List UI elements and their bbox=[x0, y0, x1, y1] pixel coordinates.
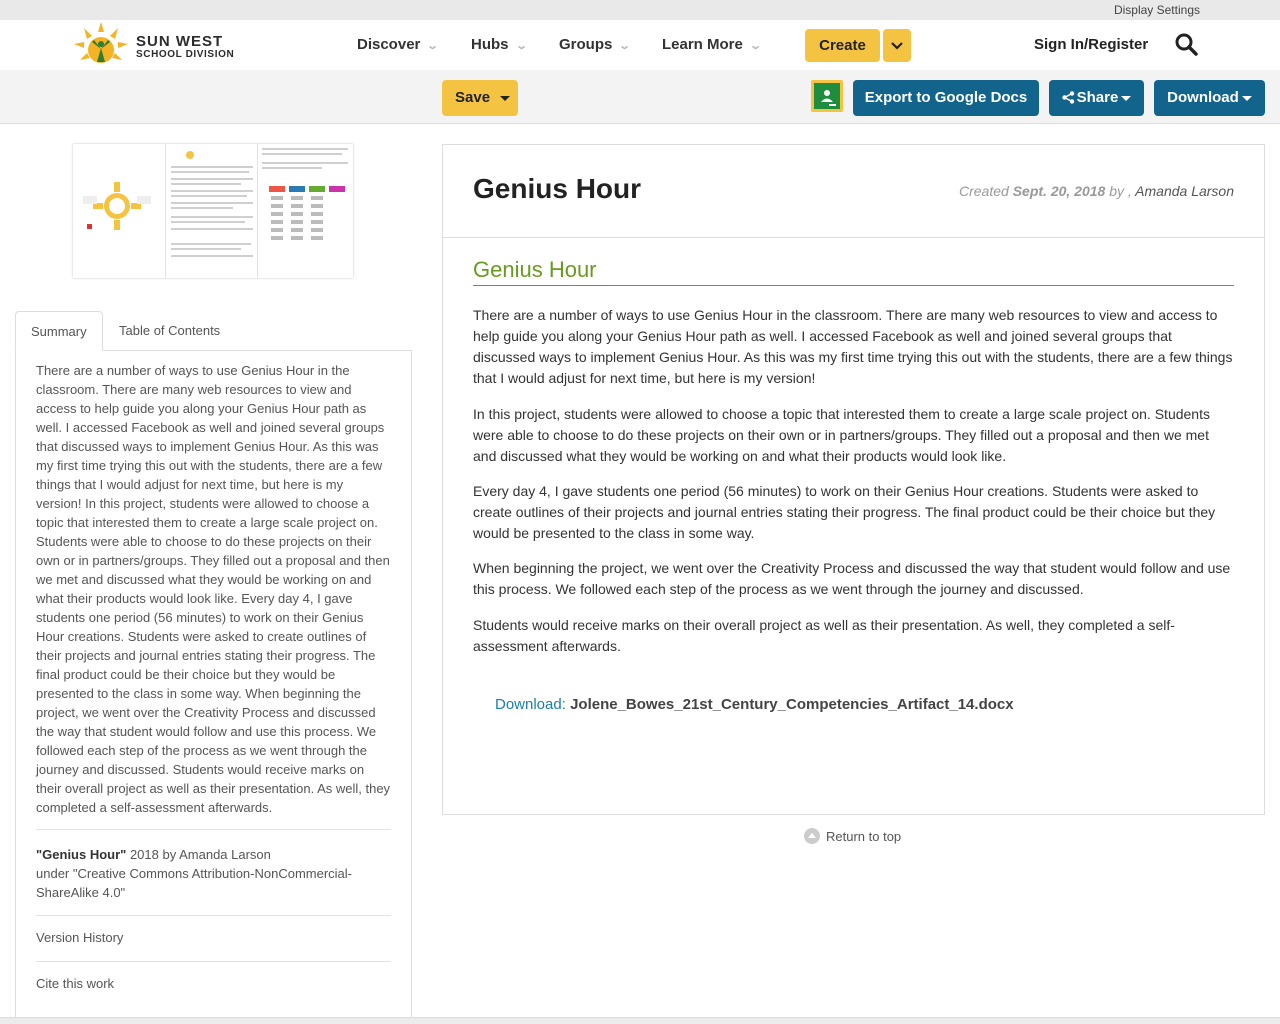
site-logo[interactable] bbox=[70, 20, 240, 68]
logo-text-primary: SUN WEST bbox=[136, 33, 224, 50]
download-button[interactable] bbox=[1154, 80, 1265, 116]
nav-discover[interactable] bbox=[357, 36, 438, 53]
return-top-icon bbox=[804, 828, 820, 844]
cite-work-link[interactable]: Cite this work bbox=[36, 976, 115, 991]
divider bbox=[36, 829, 391, 830]
share-button[interactable] bbox=[1049, 80, 1144, 116]
create-dropdown-button[interactable] bbox=[883, 29, 911, 62]
section-heading: Genius Hour bbox=[473, 257, 1234, 286]
google-classroom-board bbox=[814, 83, 840, 109]
nav-hubs-label: Hubs bbox=[471, 36, 509, 53]
divider bbox=[36, 915, 391, 916]
site-header bbox=[0, 20, 1280, 70]
tab-table-of-contents[interactable]: Table of Contents bbox=[119, 323, 221, 338]
sign-in-register-link[interactable]: Sign In/Register bbox=[1034, 36, 1149, 53]
page-title: Genius Hour bbox=[473, 173, 642, 204]
top-utility-bar bbox=[0, 0, 1280, 20]
google-classroom-icon[interactable] bbox=[811, 80, 843, 112]
resource-content-card bbox=[442, 144, 1265, 815]
download-filename[interactable]: Jolene_Bowes_21st_Century_Competencies_Artifact_14.docx bbox=[570, 696, 1014, 713]
body-paragraph: In this project, students were allowed to choose a topic that interested them to create a large scale project on. Students were able to choose to do these projects on their own or in partners/groups. They filled out a proposal and then we met and discussed what they would be working on and what their products would look like. bbox=[473, 406, 1210, 464]
search-icon[interactable] bbox=[1174, 32, 1198, 56]
divider bbox=[443, 237, 1264, 238]
classroom-figure-icon bbox=[814, 83, 840, 109]
nav-learn-more[interactable] bbox=[662, 36, 760, 53]
nav-discover-label: Discover bbox=[357, 36, 421, 53]
share-icon bbox=[1062, 91, 1075, 104]
license-type: under "Creative Commons Attribution-NonCommercial-ShareAlike 4.0" bbox=[36, 866, 353, 900]
resource-meta bbox=[959, 183, 1234, 199]
license-attribution bbox=[36, 845, 391, 902]
summary-text: There are a number of ways to use Genius Hour in the classroom. There are many web resources to view and access to help guide you along your Genius Hour path as well. I accessed Facebook as well and joined several groups that discussed ways to implement Genius Hour. As this was my first time trying this out with the students, there are a few things that I would adjust for next time, but here is my version! In this project, students were allowed to choose a topic that interested them to create a large scale project on. Students were able to choose to do these projects on their own or in partners/groups. They filled out a proposal and then we met and discussed what they would be working on and what their products would look like. Every day 4, I gave students one period (56 minutes) to work on their Genius Hour creations. Students were asked to create outlines of their projects and journal entries stating their progress. The final product could be their choice but they would be presented to the class in some way. When beginning the project, we went over the Creativity Process and discussed the way that student would follow and use this process. We followed each step of the process as we went through the journey and discussed. Students would receive marks on their overall project as well as their presentation. As well, they completed a self-assessment afterwards. bbox=[36, 363, 391, 815]
save-button[interactable] bbox=[442, 80, 518, 116]
body-paragraph: When beginning the project, we went over the Creativity Process and discussed the way that student would follow and use this process. We followed each step of the process as we went through the journey and discussed. bbox=[473, 560, 1231, 597]
footer-edge bbox=[0, 1017, 1280, 1024]
logo-text-secondary: SCHOOL DIVISION bbox=[136, 49, 235, 60]
nav-learn-more-label: Learn More bbox=[662, 36, 743, 53]
chevron-down-icon: ⌄ bbox=[426, 40, 440, 52]
nav-hubs[interactable] bbox=[471, 36, 526, 53]
license-year-author: 2018 by Amanda Larson bbox=[126, 847, 271, 862]
caret-down-icon bbox=[500, 96, 510, 101]
save-button-label: Save bbox=[455, 89, 491, 106]
meta-author-link[interactable]: Amanda Larson bbox=[1135, 183, 1234, 199]
body-paragraph: There are a number of ways to use Genius Hour in the classroom. There are many web resources to view and access to help guide you along your Genius Hour path as well. I accessed Facebook as well and joined several groups that discussed ways to implement Genius Hour. As this was my first time trying this out with the students, there are a few things that I would adjust for next time, but here is my version! bbox=[473, 307, 1233, 386]
meta-date: Sept. 20, 2018 bbox=[1012, 183, 1106, 199]
return-to-top-link[interactable] bbox=[804, 829, 901, 846]
meta-by-label: by , bbox=[1105, 183, 1136, 199]
export-google-docs-button[interactable]: Export to Google Docs bbox=[853, 80, 1039, 116]
sun-logo-icon bbox=[70, 20, 132, 68]
share-button-label: Share bbox=[1076, 89, 1119, 106]
chevron-down-icon: ⌄ bbox=[618, 40, 632, 52]
thumbnail-preview-image bbox=[73, 144, 353, 278]
chevron-down-icon bbox=[890, 41, 904, 51]
chevron-down-icon: ⌄ bbox=[514, 40, 528, 52]
chevron-down-icon: ⌄ bbox=[749, 40, 762, 52]
divider bbox=[36, 961, 391, 962]
display-settings-link[interactable]: Display Settings bbox=[1113, 3, 1200, 17]
license-work-title: "Genius Hour" bbox=[36, 847, 127, 862]
download-label: Download: bbox=[495, 696, 566, 713]
create-button[interactable]: Create bbox=[805, 29, 880, 62]
version-history-link[interactable]: Version History bbox=[36, 930, 124, 945]
nav-groups[interactable] bbox=[559, 36, 630, 53]
download-button-label: Download bbox=[1167, 89, 1239, 106]
tab-summary[interactable]: Summary bbox=[15, 311, 103, 351]
sidebar-tabs bbox=[15, 311, 412, 351]
attachment-download[interactable] bbox=[495, 696, 1014, 713]
body-paragraph: Students would receive marks on their overall project as well as their presentation. As well, they completed a self-assessment afterwards. bbox=[473, 617, 1175, 654]
nav-groups-label: Groups bbox=[559, 36, 613, 53]
body-paragraph: Every day 4, I gave students one period (56 minutes) to work on their Genius Hour creations. Students were asked to create outlines of their projects and journal entries stating their progress. The final product could be their choice but they would be presented to the class in some way. bbox=[473, 483, 1216, 541]
resource-thumbnail[interactable] bbox=[73, 144, 353, 278]
summary-panel bbox=[15, 350, 412, 1018]
caret-down-icon bbox=[1121, 96, 1131, 101]
caret-down-icon bbox=[1242, 96, 1252, 101]
resource-toolbar bbox=[0, 70, 1280, 124]
return-to-top-label: Return to top bbox=[826, 829, 902, 844]
meta-created-label: Created bbox=[959, 183, 1013, 199]
